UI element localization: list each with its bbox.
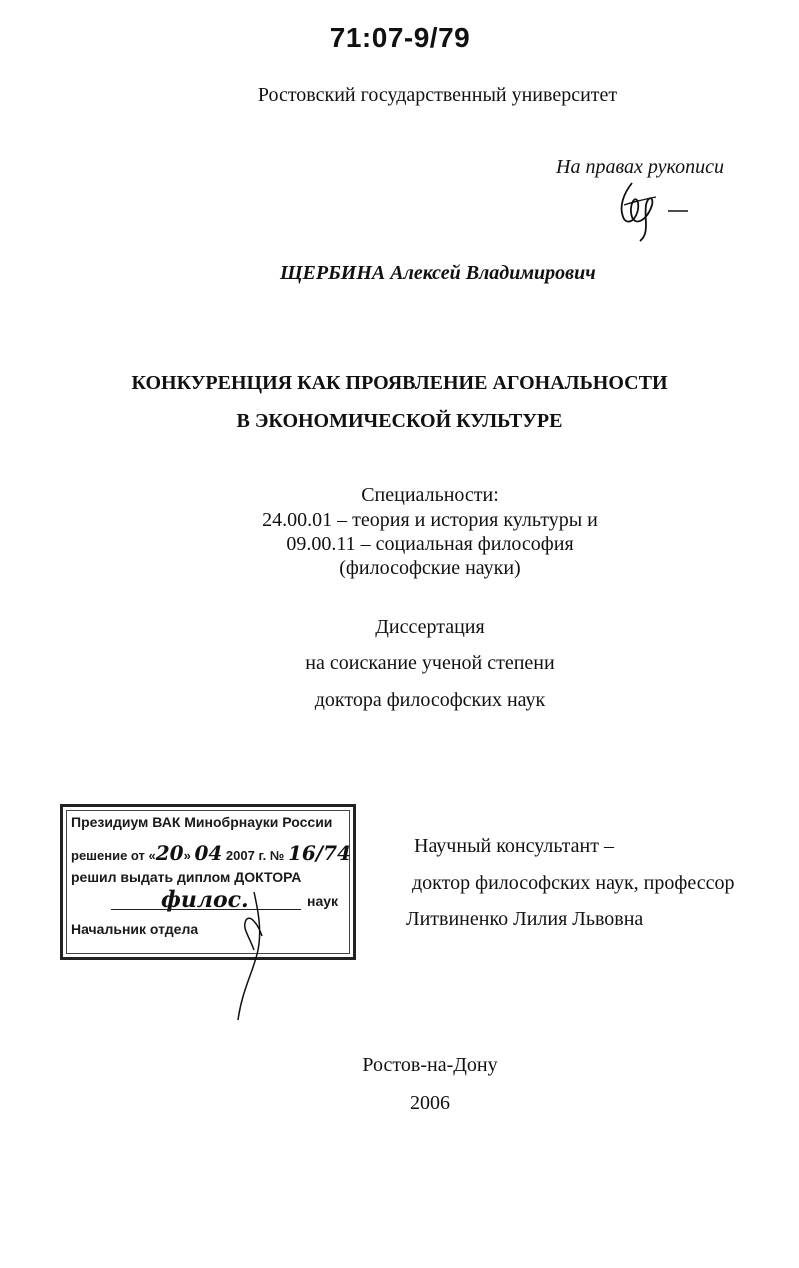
specialties-heading: Специальности:: [361, 484, 499, 506]
stamp-decision-g: г. №: [258, 848, 285, 863]
dissertation-degree-line: на соискание ученой степени: [305, 652, 555, 674]
footer-year: 2006: [410, 1092, 450, 1114]
author-signature: [610, 175, 710, 245]
stamp-handwritten-field: филос.: [161, 887, 249, 913]
stamp-handwritten-month: 04: [194, 841, 223, 865]
specialty-item-1: 24.00.01 – теория и история культуры и: [262, 509, 598, 531]
stamp-decision-prefix: решение от «: [71, 848, 156, 863]
vak-stamp: [60, 804, 356, 960]
dissertation-label: Диссертация: [375, 616, 485, 638]
dissertation-field-line: доктора философских наук: [314, 689, 546, 711]
consultant-degree: доктор философских наук, профессор: [412, 872, 735, 894]
catalog-number: 71:07-9/79: [329, 22, 471, 53]
manuscript-rights: На правах рукописи: [556, 156, 724, 178]
specialty-item-2: 09.00.11 – социальная философия: [286, 533, 574, 555]
stamp-line-presidium: Президиум ВАК Минобрнауки России: [71, 814, 333, 830]
specialty-item-3: (философские науки): [339, 557, 521, 579]
stamp-decision-year: 2007: [225, 848, 255, 863]
stamp-line-head: Начальник отдела: [71, 921, 199, 937]
stamp-handwritten-number: 16: [287, 841, 316, 865]
stamp-line-decided: решил выдать диплом ДОКТОРА: [71, 869, 302, 885]
university-name: Ростовский государственный университет: [257, 84, 618, 106]
stamp-handwritten-number-suffix: /74: [315, 841, 351, 865]
stamp-line-decision: [71, 841, 351, 865]
stamp-handwritten-day: 20: [155, 841, 184, 865]
author-name: ЩЕРБИНА Алексей Владимирович: [280, 262, 596, 284]
stamp-field-suffix: наук: [307, 893, 339, 909]
footer-city: Ростов-на-Дону: [362, 1054, 498, 1076]
consultant-label: Научный консультант –: [414, 835, 614, 857]
stamp-decision-mid: »: [183, 848, 191, 863]
consultant-name: Литвиненко Лилия Львовна: [406, 908, 644, 930]
stamp-signature: [228, 890, 288, 1030]
title-line-2: В ЭКОНОМИЧЕСКОЙ КУЛЬТУРЕ: [236, 410, 563, 432]
title-line-1: КОНКУРЕНЦИЯ КАК ПРОЯВЛЕНИЕ АГОНАЛЬНОСТИ: [131, 372, 668, 394]
